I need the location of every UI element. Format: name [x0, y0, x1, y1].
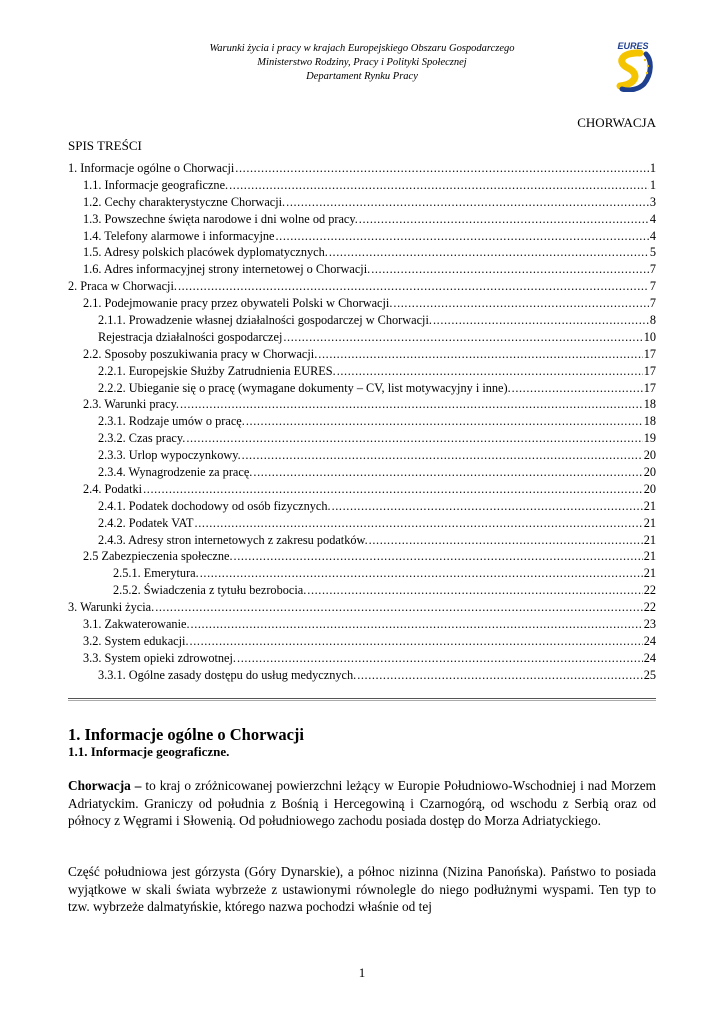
- toc-entry-page: 17: [643, 346, 656, 361]
- toc-entry[interactable]: [68, 481, 656, 498]
- toc-entry-page: 17: [643, 380, 656, 395]
- eures-logo-icon: [610, 40, 656, 92]
- toc-dot-leader: [186, 430, 642, 447]
- toc-dot-leader: [242, 447, 643, 464]
- toc-entry-title: 3.2. System edukacji.: [83, 633, 189, 648]
- toc-entry[interactable]: [68, 380, 656, 397]
- toc-entry[interactable]: [68, 464, 656, 481]
- toc-entry-title: 2.5.2. Świadczenia z tytułu bezrobocia.: [113, 583, 307, 598]
- toc-entry-title: 2.2.1. Europejskie Służby Zatrudnienia EURES.: [98, 363, 336, 378]
- toc-entry-page: 21: [643, 549, 656, 564]
- toc-entry[interactable]: [68, 616, 656, 633]
- toc-dot-leader: [246, 413, 643, 430]
- toc-entry[interactable]: [68, 194, 656, 211]
- toc-entry-page: 1: [649, 161, 656, 175]
- toc-entry-title: 2. Praca w Chorwacji.: [68, 279, 177, 294]
- toc-entry[interactable]: [68, 430, 656, 447]
- toc-entry-title: 2.4.2. Podatek VAT: [98, 515, 194, 530]
- toc-entry-page: 21: [643, 498, 656, 513]
- toc-dot-leader: [229, 177, 649, 194]
- toc-dot-leader: [195, 515, 643, 532]
- toc-divider: [68, 698, 656, 701]
- toc-entry-page: 20: [643, 448, 656, 463]
- toc-entry[interactable]: [68, 582, 656, 599]
- toc-entry-page: 24: [643, 633, 656, 648]
- toc-entry[interactable]: [68, 244, 656, 261]
- toc-entry-title: 3.3. System opieki zdrowotnej.: [83, 650, 237, 665]
- toc-entry-page: 22: [643, 583, 656, 598]
- toc-entry-title: 1. Informacje ogólne o Chorwacji: [68, 161, 235, 175]
- toc-entry[interactable]: [68, 515, 656, 532]
- toc-dot-leader: [178, 278, 649, 295]
- toc-entry-page: 22: [643, 600, 656, 615]
- toc-entry-title: 1.5. Adresy polskich placówek dyplomatycznych.: [83, 245, 328, 260]
- eures-logo-text: EURES: [617, 41, 649, 51]
- toc-entry[interactable]: [68, 363, 656, 380]
- toc-entry-page: 7: [649, 262, 656, 277]
- toc-entry[interactable]: [68, 261, 656, 278]
- toc-entry-page: 20: [643, 465, 656, 480]
- toc-entry-page: 5: [649, 245, 656, 260]
- paragraph-1-lead: Chorwacja –: [68, 778, 142, 793]
- toc-dot-leader: [143, 481, 643, 498]
- toc-dot-leader: [276, 228, 649, 245]
- table-of-contents: [68, 160, 656, 684]
- toc-entry[interactable]: [68, 295, 656, 312]
- toc-entry[interactable]: [68, 532, 656, 549]
- toc-entry-title: 3.3.1. Ogólne zasady dostępu do usług medycznych.: [98, 667, 357, 682]
- eures-logo: [610, 40, 656, 92]
- toc-entry[interactable]: [68, 211, 656, 228]
- toc-entry-page: 18: [643, 414, 656, 429]
- toc-dot-leader: [180, 396, 643, 413]
- toc-entry[interactable]: [68, 599, 656, 616]
- section-heading: 1. Informacje ogólne o Chorwacji: [68, 725, 304, 744]
- toc-entry-page: 10: [643, 329, 656, 344]
- toc-entry-title: 3. Warunki życia.: [68, 600, 155, 615]
- toc-dot-leader: [318, 346, 642, 363]
- toc-entry-page: 4: [649, 228, 656, 243]
- toc-dot-leader: [433, 312, 649, 329]
- toc-entry[interactable]: [68, 548, 656, 565]
- toc-entry[interactable]: [68, 447, 656, 464]
- toc-entry-page: 23: [643, 617, 656, 632]
- toc-entry-page: 1: [649, 177, 656, 192]
- toc-dot-leader: [283, 329, 642, 346]
- toc-title: SPIS TREŚCI: [68, 138, 142, 153]
- toc-entry-page: 21: [643, 532, 656, 547]
- toc-entry[interactable]: [68, 565, 656, 582]
- toc-entry-title: 2.3.2. Czas pracy.: [98, 431, 186, 446]
- toc-dot-leader: [235, 160, 649, 177]
- toc-entry-page: 25: [643, 667, 656, 682]
- toc-entry-title: 2.2. Sposoby poszukiwania pracy w Chorwacji.: [83, 346, 318, 361]
- toc-dot-leader: [337, 363, 643, 380]
- toc-entry-title: 1.3. Powszechne święta narodowe i dni wolne od pracy.: [83, 211, 358, 226]
- paragraph-1-text: to kraj o zróżnicowanej powierzchni leżący w Europie Południowo-Wschodniej i nad Morzem Adriatyckim. Graniczy od południa z Bośnią i Hercegowiną i Czarnogórą, od wschodu z Serbią oraz od północy z Węgrami i Słowenią. Od południowego zachodu posiada dostęp do Morza Adriatyckiego.: [68, 778, 657, 829]
- toc-entry[interactable]: [68, 228, 656, 245]
- toc-entry-title: 2.4.3. Adresy stron internetowych z zakresu podatków.: [98, 532, 368, 547]
- toc-entry-title: 1.1. Informacje geograficzne.: [83, 177, 229, 192]
- toc-entry-page: 8: [649, 313, 656, 328]
- toc-entry-title: 2.4.1. Podatek dochodowy od osób fizycznych.: [98, 498, 331, 513]
- toc-dot-leader: [329, 244, 649, 261]
- toc-entry[interactable]: [68, 329, 656, 346]
- toc-entry-title: 2.5 Zabezpieczenia społeczne.: [83, 549, 233, 564]
- toc-dot-leader: [253, 464, 642, 481]
- toc-entry-page: 20: [643, 481, 656, 496]
- toc-entry-title: 2.3.1. Rodzaje umów o pracę.: [98, 414, 245, 429]
- toc-dot-leader: [234, 548, 643, 565]
- toc-dot-leader: [512, 380, 643, 397]
- toc-entry[interactable]: [68, 650, 656, 667]
- toc-entry-title: Rejestracja działalności gospodarczej: [98, 329, 283, 344]
- toc-dot-leader: [359, 211, 649, 228]
- toc-entry-page: 4: [649, 211, 656, 226]
- subsection-heading: 1.1. Informacje geograficzne.: [68, 744, 230, 759]
- header-line-1: Warunki życia i pracy w krajach Europejskiego Obszaru Gospodarczego: [209, 43, 515, 54]
- toc-dot-leader: [307, 582, 642, 599]
- toc-entry[interactable]: [68, 312, 656, 329]
- toc-entry-page: 24: [643, 650, 656, 665]
- toc-dot-leader: [200, 565, 643, 582]
- toc-entry-page: 18: [643, 397, 656, 412]
- toc-dot-leader: [371, 261, 649, 278]
- toc-entry-page: 21: [643, 566, 656, 581]
- toc-dot-leader: [237, 650, 643, 667]
- toc-entry-title: 2.1. Podejmowanie pracy przez obywateli Polski w Chorwacji.: [83, 296, 393, 311]
- toc-dot-leader: [190, 633, 643, 650]
- toc-dot-leader: [357, 667, 643, 684]
- toc-entry[interactable]: [68, 396, 656, 413]
- toc-entry-page: 17: [643, 363, 656, 378]
- toc-entry[interactable]: [68, 413, 656, 430]
- toc-entry-title: 1.6. Adres informacyjnej strony internetowej o Chorwacji.: [83, 262, 371, 277]
- header-line-3: Departament Rynku Pracy: [306, 71, 418, 82]
- toc-entry-title: 2.3. Warunki pracy.: [83, 397, 179, 412]
- country-name: CHORWACJA: [577, 115, 656, 130]
- toc-entry-title: 2.5.1. Emerytura.: [113, 566, 199, 581]
- toc-entry[interactable]: [68, 498, 656, 515]
- header-line-2: Ministerstwo Rodziny, Pracy i Polityki Społecznej: [257, 57, 467, 68]
- toc-entry-title: 1.4. Telefony alarmowe i informacyjne: [83, 228, 275, 243]
- toc-dot-leader: [393, 295, 648, 312]
- toc-entry-page: 3: [649, 194, 656, 209]
- toc-entry[interactable]: [68, 160, 656, 177]
- toc-entry-title: 2.4. Podatki: [83, 481, 143, 496]
- toc-dot-leader: [286, 194, 649, 211]
- toc-dot-leader: [332, 498, 643, 515]
- toc-dot-leader: [369, 532, 643, 549]
- toc-entry-page: 7: [649, 279, 656, 294]
- toc-entry-page: 19: [643, 431, 656, 446]
- toc-entry[interactable]: [68, 633, 656, 650]
- toc-dot-leader: [191, 616, 643, 633]
- toc-entry-title: 2.2.2. Ubieganie się o pracę (wymagane dokumenty – CV, list motywacyjny i inne).: [98, 380, 511, 395]
- paragraph-1: [68, 777, 656, 830]
- toc-entry-page: 21: [643, 515, 656, 530]
- toc-entry-title: 2.1.1. Prowadzenie własnej działalności gospodarczej w Chorwacji.: [98, 313, 432, 328]
- toc-entry-title: 1.2. Cechy charakterystyczne Chorwacji.: [83, 194, 286, 209]
- toc-entry-title: 2.3.3. Urlop wypoczynkowy.: [98, 448, 241, 463]
- toc-entry-page: 7: [649, 296, 656, 311]
- toc-entry[interactable]: [68, 278, 656, 295]
- toc-entry-title: 3.1. Zakwaterowanie.: [83, 617, 190, 632]
- toc-entry-title: 2.3.4. Wynagrodzenie za pracę.: [98, 465, 253, 480]
- page-number: 1: [358, 965, 366, 980]
- toc-entry[interactable]: [68, 667, 656, 684]
- toc-dot-leader: [155, 599, 643, 616]
- toc-entry[interactable]: [68, 177, 656, 194]
- toc-entry[interactable]: [68, 346, 656, 363]
- paragraph-2: Część południowa jest górzysta (Góry Dynarskie), a północ nizinna (Nizina Panońska). Państwo to posiada wyjątkowe w skali świata wybrzeże z ustawionymi równolegle do niego podłużnymi wyspami. Ten typ to tzw. wybrzeże dalmatyńskie, którego nazwa pochodzi właśnie od tej: [68, 864, 656, 915]
